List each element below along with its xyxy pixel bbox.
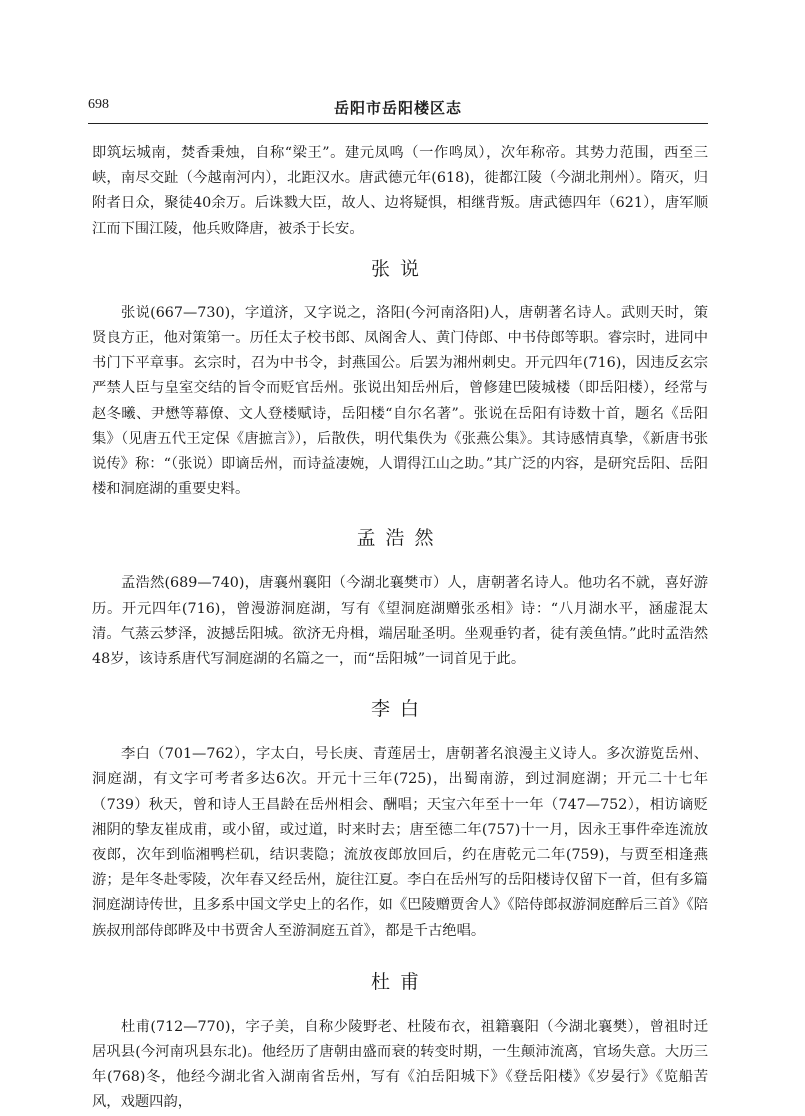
book-title: 岳阳市岳阳楼区志 (333, 99, 462, 117)
page-body (92, 141, 708, 1116)
page-header (88, 97, 708, 125)
page-number: 698 (88, 97, 109, 112)
section-title-du-fu: 杜甫 (370, 970, 429, 993)
section-body-meng-haoran: 孟浩然(689—740)，唐襄州襄阳（今湖北襄樊市）人，唐朝著名诗人。他功名不就，喜好游历。开元四年(716)，曾漫游洞庭湖，写有《望洞庭湖赠张丞相》诗：“八月湖水平，涵虚混太清。气蒸云梦泽，波撼岳阳城。欲济无舟楫，端居耻圣明。坐观垂钓者，徒有羡鱼情。”此时孟浩然48岁，该诗系唐代写洞庭湖的名篇之一，而“岳阳城”一词首见于此。 (92, 575, 708, 668)
intro-paragraph: 即筑坛城南，焚香秉烛，自称“梁王”。建元凤鸣（一作鸣凤），次年称帝。其势力范围，西至三峡，南尽交趾（今越南河内），北距汉水。唐武德元年(618)，徙都江陵（今湖北荆州）。隋灭，归附者日众，聚徒40余万。后诛戮大臣，故人、边将疑惧，相继背叛。唐武德四年（621），唐军顺江而下围江陵，他兵败降唐，被杀于长安。 (92, 145, 708, 237)
section-title-zhang-yue: 张说 (370, 257, 429, 280)
header-rule (88, 123, 708, 124)
section-body-li-bai: 李白（701—762），字太白，号长庚、青莲居士，唐朝著名浪漫主义诗人。多次游览岳州、洞庭湖，有文字可考者多达6次。开元十三年(725)，出蜀南游，到过洞庭湖；开元二十七年（739）秋天，曾和诗人王昌龄在岳州相会、酬唱；天宝六年至十一年（747—752），相访谪贬湘阴的挚友崔成甫，或小留，或过道，时来时去；唐至德二年(757)十一月，因永王事件牵连流放夜郎，次年到临湘鸭栏矶，结识裴隐；流放夜郎放回后，约在唐乾元二年(759)，与贾至相逢燕游；是年冬赴零陵，次年春又经岳州，旋往江夏。李白在岳州写的岳阳楼诗仅留下一首，但有多篇洞庭湖诗传世，且多系中国文学史上的名作，如《巴陵赠贾舍人》《陪侍郎叔游洞庭醉后三首》《陪族叔刑部侍郎晔及中书贾舍人至游洞庭五首》，都是千古绝唱。 (92, 746, 708, 939)
section-body-du-fu: 杜甫(712—770)，字子美，自称少陵野老、杜陵布衣，祖籍襄阳（今湖北襄樊），曾祖时迁居巩县(今河南巩县东北)。他经历了唐朝由盛而衰的转变时期，一生颠沛流离，官场失意。大历三年(768)冬，他经今湖北省入湖南省岳州，写有《泊岳阳城下》《登岳阳楼》《岁晏行》《览船苦风，戏题四韵， (92, 1018, 708, 1111)
section-title-meng-haoran: 孟浩然 (356, 527, 444, 550)
section-body-zhang-yue: 张说(667—730)，字道济，又字说之，洛阳(今河南洛阳)人，唐朝著名诗人。武则天时，策贤良方正，他对策第一。历任太子校书郎、凤阁舍人、黄门侍郎、中书侍郎等职。睿宗时，进同中书门下平章事。玄宗时，召为中书令，封燕国公。后罢为湘州刺史。开元四年(716)，因违反玄宗严禁人臣与皇室交结的旨令而贬官岳州。张说出知岳州后，曾修建巴陵城楼（即岳阳楼），经常与赵冬曦、尹懋等幕僚、文人登楼赋诗，岳阳楼“自尔名著”。张说在岳阳有诗数十首，题名《岳阳集》（见唐五代王定保《唐摭言》），后散佚，明代集佚为《张燕公集》。其诗感情真挚，《新唐书张说传》称：“（张说）即谪岳州，而诗益凄婉，人谓得江山之助。”其广泛的内容，是研究岳阳、岳阳楼和洞庭湖的重要史料。 (92, 304, 708, 498)
section-title-li-bai: 李白 (370, 698, 429, 721)
